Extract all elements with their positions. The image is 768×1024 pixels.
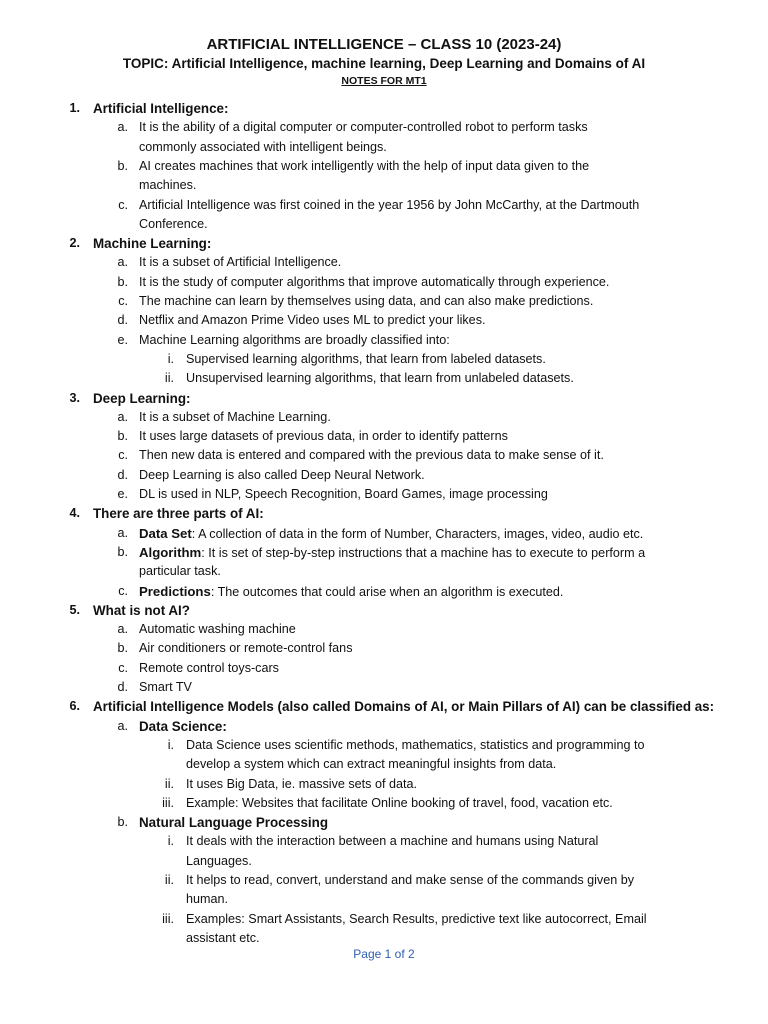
line-text: Netflix and Amazon Prime Video uses ML to predict your likes. <box>139 313 486 328</box>
line-text: Deep Learning is also called Deep Neural Network. <box>139 467 425 482</box>
item-text <box>139 253 341 272</box>
item-text <box>139 466 425 485</box>
item-marker: b. <box>117 544 128 559</box>
line-text: Air conditioners or remote-control fans <box>139 641 353 656</box>
line-text: It deals with the interaction between a machine and humans using Natural <box>186 834 599 849</box>
item-marker: b. <box>117 641 128 656</box>
item-text <box>186 794 613 813</box>
section-number: 3. <box>69 390 80 405</box>
page-number: Page 1 of 2 <box>353 947 415 961</box>
subsection-heading <box>139 717 227 736</box>
item-marker: a. <box>117 718 128 733</box>
item-text <box>139 582 563 602</box>
item-text <box>186 929 260 948</box>
section-heading: Artificial Intelligence: <box>93 101 229 116</box>
line-text: Examples: Smart Assistants, Search Results, predictive text like autocorrect, Email <box>186 911 647 926</box>
item-marker: b. <box>117 815 128 830</box>
item-text <box>139 543 645 563</box>
item-text <box>139 562 221 581</box>
item-marker: b. <box>117 429 128 444</box>
item-marker: e. <box>117 332 128 347</box>
line-text: machines. <box>139 178 197 193</box>
item-marker: c. <box>118 197 128 212</box>
sub-item-marker: ii. <box>164 873 174 887</box>
item-marker: c. <box>118 448 128 463</box>
item-marker: d. <box>117 313 128 328</box>
item-text <box>139 620 296 639</box>
item-text <box>186 852 252 871</box>
item-text <box>186 871 634 890</box>
item-text <box>139 215 208 234</box>
item-marker: b. <box>117 158 128 173</box>
item-marker: c. <box>118 660 128 675</box>
sub-item-marker: ii. <box>164 776 174 791</box>
section-number: 5. <box>69 602 80 617</box>
item-text <box>186 832 598 851</box>
item-text <box>139 176 196 195</box>
item-marker: a. <box>117 409 128 424</box>
line-text: The machine can learn by themselves using data, and can also make predictions. <box>139 294 594 308</box>
item-text <box>139 659 279 678</box>
section-number: 2. <box>69 236 80 251</box>
item-text <box>139 427 508 446</box>
line-text: It is a subset of Machine Learning. <box>139 409 331 424</box>
item-text <box>139 331 450 350</box>
item-text <box>139 524 643 544</box>
line-text: It is a subset of Artificial Intelligence. <box>139 255 342 270</box>
item-text <box>139 196 639 215</box>
term-label: Data Set <box>139 525 192 541</box>
line-text: Natural Language Processing <box>139 815 329 831</box>
item-text <box>139 485 548 504</box>
line-text: Artificial Intelligence was first coined in the year 1956 by John McCarthy, at the Dartmouth <box>139 197 640 212</box>
item-marker: e. <box>117 487 128 501</box>
sub-item-marker: i. <box>167 351 174 366</box>
line-text: assistant etc. <box>186 930 260 945</box>
item-marker: c. <box>118 294 128 308</box>
document-topic: TOPIC: Artificial Intelligence, machine learning, Deep Learning and Domains of AI <box>122 56 646 71</box>
line-text: It is the study of computer algorithms that improve automatically through experience. <box>139 274 610 289</box>
item-marker: a. <box>117 525 128 540</box>
item-text <box>186 910 647 929</box>
sub-item-marker: iii. <box>162 795 174 810</box>
line-text: Data Science: <box>139 718 227 734</box>
line-text: Data Science uses scientific methods, mathematics, statistics and programming to <box>186 737 645 752</box>
line-text: Automatic washing machine <box>139 622 296 637</box>
line-text: commonly associated with intelligent beings. <box>139 139 387 154</box>
item-marker: d. <box>117 680 128 694</box>
line-text: Machine Learning algorithms are broadly classified into: <box>139 332 450 347</box>
line-text: Supervised learning algorithms, that learn from labeled datasets. <box>186 351 546 366</box>
item-text <box>139 273 609 292</box>
term-label: Algorithm <box>139 544 202 560</box>
line-text: Example: Websites that facilitate Online booking of travel, food, vacation etc. <box>186 795 613 810</box>
line-text: develop a system which can extract meaningful insights from data. <box>186 757 557 772</box>
line-text: Conference. <box>139 216 208 231</box>
line-text: : The outcomes that could arise when an algorithm is executed. <box>210 584 564 599</box>
sub-item-marker: ii. <box>164 371 174 386</box>
line-text: It uses large datasets of previous data, in order to identify patterns <box>139 429 508 444</box>
section-heading: What is not AI? <box>93 602 190 618</box>
line-text: human. <box>186 892 229 907</box>
item-marker: b. <box>117 274 128 289</box>
item-text <box>186 755 556 774</box>
line-text: Then new data is entered and compared with the previous data to make sense of it. <box>139 448 604 463</box>
line-text: Remote control toys-cars <box>139 660 279 675</box>
item-text <box>139 138 387 157</box>
item-marker: d. <box>117 467 128 482</box>
item-marker: a. <box>117 255 128 270</box>
section-number: 1. <box>69 101 80 115</box>
item-marker: a. <box>117 622 128 637</box>
section-heading: Machine Learning: <box>93 236 212 252</box>
item-text <box>186 369 574 388</box>
item-marker: a. <box>117 120 128 135</box>
item-text <box>139 311 486 330</box>
item-text <box>186 775 417 794</box>
item-text <box>139 639 353 658</box>
line-text: Smart TV <box>139 680 192 694</box>
item-text <box>139 678 192 697</box>
document-title: ARTIFICIAL INTELLIGENCE – CLASS 10 (2023-24) <box>206 36 562 53</box>
line-text: particular task. <box>139 564 221 579</box>
sub-item-marker: iii. <box>162 911 174 926</box>
item-text <box>186 736 644 755</box>
notes-label: NOTES FOR MT1 <box>341 75 427 87</box>
item-text <box>139 408 331 427</box>
line-text: AI creates machines that work intelligently with the help of input data given to the <box>139 158 590 173</box>
item-text <box>139 292 593 311</box>
subsection-heading <box>139 813 328 832</box>
line-text: Unsupervised learning algorithms, that learn from unlabeled datasets. <box>186 371 574 386</box>
section-number: 4. <box>69 506 80 521</box>
section-heading: Artificial Intelligence Models (also called Domains of AI, or Main Pillars of AI) can be classified as: <box>93 699 715 715</box>
item-text <box>186 350 546 369</box>
item-text <box>139 118 588 137</box>
section-heading: Deep Learning: <box>93 390 191 406</box>
term-label: Predictions <box>139 583 211 599</box>
line-text: It is the ability of a digital computer or computer-controlled robot to perform tasks <box>139 120 588 135</box>
sub-item-marker: i. <box>167 834 174 849</box>
section-heading: There are three parts of AI: <box>93 506 264 522</box>
line-text: Languages. <box>186 853 252 868</box>
line-text: It uses Big Data, ie. massive sets of data. <box>186 776 417 791</box>
line-text: : It is set of step-by-step instructions that a machine has to execute to perform a <box>201 545 646 560</box>
item-text <box>186 890 228 909</box>
line-text: : A collection of data in the form of Number, Characters, images, video, audio etc. <box>191 526 644 541</box>
line-text: DL is used in NLP, Speech Recognition, Board Games, image processing <box>139 487 548 501</box>
item-marker: c. <box>118 583 128 598</box>
line-text: It helps to read, convert, understand and make sense of the commands given by <box>186 873 635 887</box>
section-number: 6. <box>69 699 80 714</box>
item-text <box>139 157 589 176</box>
sub-item-marker: i. <box>167 737 174 752</box>
item-text <box>139 446 604 465</box>
